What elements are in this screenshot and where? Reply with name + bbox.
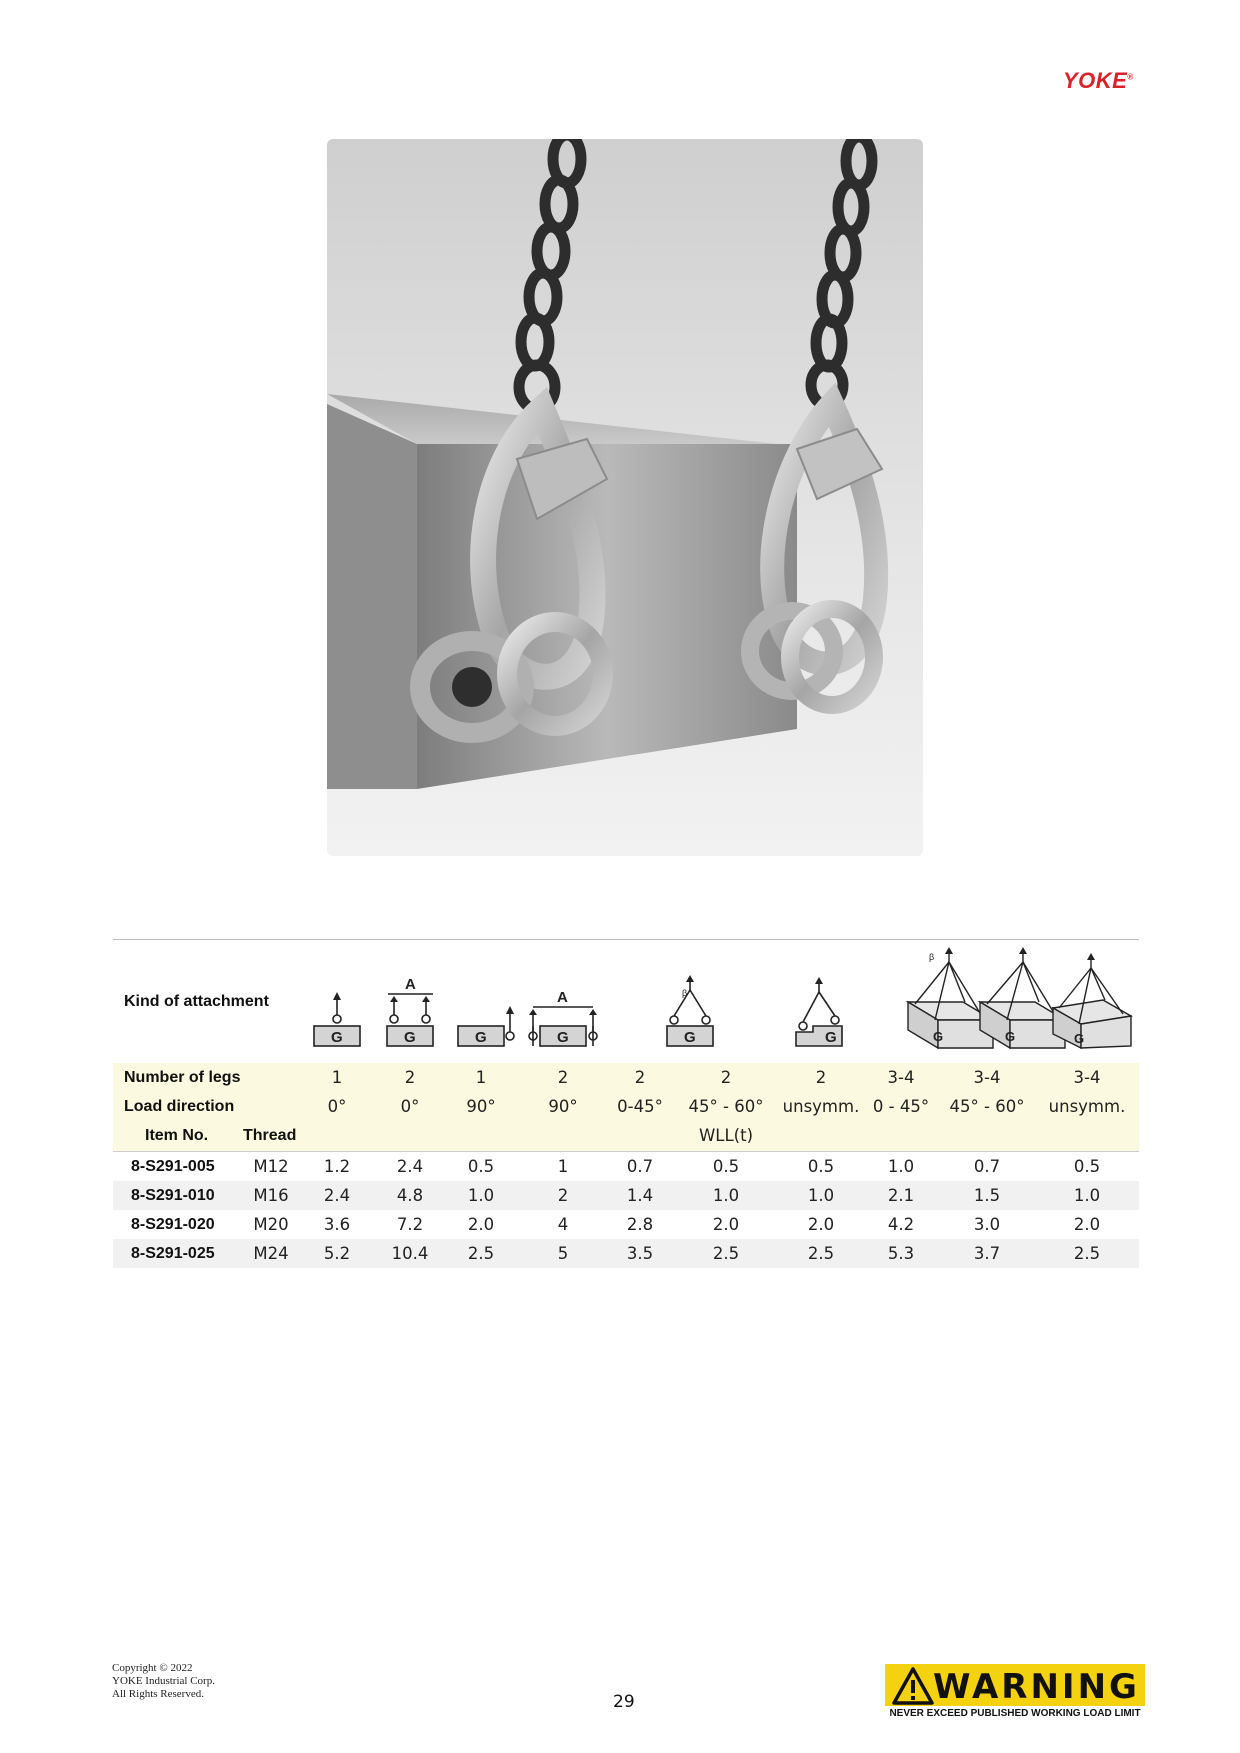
wll-cell: 1.0 [467, 1186, 495, 1205]
wll-cell: 2.5 [1073, 1244, 1101, 1263]
icon-four-legs-box-angled [980, 947, 1065, 1048]
copyright-notice [112, 1662, 215, 1701]
wll-header: WLL(t) [698, 1126, 754, 1145]
table-row [113, 1181, 1139, 1210]
wll-cell: 0.5 [712, 1157, 740, 1176]
svg-text:G: G [1074, 1031, 1085, 1046]
wll-cell: 2.8 [626, 1215, 654, 1234]
warning-banner [885, 1664, 1145, 1724]
icon-four-legs-box [908, 947, 993, 1048]
warning-triangle-icon [891, 1666, 935, 1706]
warning-subtitle: NEVER EXCEED PUBLISHED WORKING LOAD LIMIT [889, 1708, 1141, 1719]
wll-cell: 1.0 [712, 1186, 740, 1205]
number-of-legs-label: Number of legs [124, 1069, 241, 1086]
wll-cell: 1.5 [973, 1186, 1001, 1205]
svg-text:A: A [557, 989, 568, 1006]
thread-cell: M20 [253, 1215, 289, 1234]
wll-cell: 2.5 [712, 1244, 740, 1263]
wll-cell: 0.7 [626, 1157, 654, 1176]
svg-text:G: G [404, 1029, 416, 1046]
wll-cell: 0.7 [973, 1157, 1001, 1176]
wll-cell: 2.0 [712, 1215, 740, 1234]
wll-cell: 4.8 [396, 1186, 424, 1205]
legs-cell: 2 [404, 1068, 416, 1087]
icon-four-legs-unsymmetrical [1053, 953, 1131, 1048]
svg-text:G: G [825, 1029, 837, 1046]
wll-cell: 3.7 [973, 1244, 1001, 1263]
legs-cell: 2 [720, 1068, 732, 1087]
table-row [113, 1239, 1139, 1268]
item-number: 8-S291-020 [131, 1216, 215, 1233]
wll-cell: 1.0 [887, 1157, 915, 1176]
wll-cell: 4 [557, 1215, 569, 1234]
wll-cell: 5.3 [887, 1244, 915, 1263]
icon-two-legs-angled [667, 975, 713, 1046]
wll-cell: 0.5 [1073, 1157, 1101, 1176]
svg-text:G: G [1005, 1029, 1016, 1044]
wll-cell: 3.6 [323, 1215, 351, 1234]
hooks-photo-illustration [327, 139, 923, 856]
wll-cell: 2.5 [807, 1244, 835, 1263]
legs-cell: 3-4 [973, 1068, 1001, 1087]
wll-cell: 1.2 [323, 1157, 351, 1176]
yoke-logo: YOKE® [1063, 68, 1134, 93]
svg-text:A: A [405, 976, 416, 993]
wll-cell: 2 [557, 1186, 569, 1205]
wll-cell: 2.4 [323, 1186, 351, 1205]
icon-single-leg-90 [458, 1006, 514, 1046]
svg-text:G: G [933, 1029, 944, 1044]
column-header-row [113, 1121, 1139, 1151]
wll-cell: 2.4 [396, 1157, 424, 1176]
page-number: 29 [613, 1692, 635, 1712]
wll-cell: 1.4 [626, 1186, 654, 1205]
wll-cell: 2.0 [467, 1215, 495, 1234]
table-row [113, 1152, 1139, 1181]
legs-cell: 2 [634, 1068, 646, 1087]
table-row [113, 1210, 1139, 1239]
svg-text:G: G [475, 1029, 487, 1046]
icon-two-legs-unsymmetrical [796, 977, 842, 1046]
thread-cell: M12 [253, 1157, 289, 1176]
wll-cell: 2.0 [1073, 1215, 1101, 1234]
thread-header: Thread [243, 1127, 297, 1144]
wll-cell: 3.5 [626, 1244, 654, 1263]
icon-two-legs-90 [529, 989, 597, 1046]
legs-cell: 2 [815, 1068, 827, 1087]
copyright-line: All Rights Reserved. [112, 1688, 204, 1700]
icon-single-leg-0 [314, 992, 360, 1046]
wll-cell: 1 [557, 1157, 569, 1176]
wll-cell: 7.2 [396, 1215, 424, 1234]
item-no-header: Item No. [145, 1127, 209, 1144]
warning-title: WARNING [933, 1667, 1140, 1707]
wll-cell: 5.2 [323, 1244, 351, 1263]
product-photo [327, 139, 923, 856]
direction-cell: unsymm. [1048, 1097, 1126, 1116]
svg-text:G: G [684, 1029, 696, 1046]
icon-two-legs-0 [387, 976, 433, 1046]
wll-cell: 2.1 [887, 1186, 915, 1205]
wll-cell: 1.0 [807, 1186, 835, 1205]
copyright-line: YOKE Industrial Corp. [112, 1675, 215, 1687]
legs-cell: 2 [557, 1068, 569, 1087]
direction-cell: unsymm. [782, 1097, 860, 1116]
direction-cell: 0° [327, 1097, 347, 1116]
legs-cell: 1 [331, 1068, 343, 1087]
legs-cell: 3-4 [1073, 1068, 1101, 1087]
thread-cell: M24 [253, 1244, 289, 1263]
wll-cell: 2.5 [467, 1244, 495, 1263]
svg-text:β: β [682, 988, 688, 998]
item-number: 8-S291-010 [131, 1187, 215, 1204]
copyright-line: Copyright © 2022 [112, 1662, 193, 1674]
load-direction-label: Load direction [124, 1098, 235, 1115]
wll-cell: 0.5 [467, 1157, 495, 1176]
wll-cell: 10.4 [391, 1244, 429, 1263]
wll-cell: 3.0 [973, 1215, 1001, 1234]
warning-sign [885, 1664, 1145, 1706]
wll-cell: 0.5 [807, 1157, 835, 1176]
item-number: 8-S291-025 [131, 1245, 215, 1262]
item-number: 8-S291-005 [131, 1158, 215, 1175]
legs-cell: 1 [475, 1068, 487, 1087]
load-direction-row [113, 1092, 1139, 1121]
wll-cell: 5 [557, 1244, 569, 1263]
direction-cell: 45° - 60° [949, 1097, 1025, 1116]
svg-text:G: G [557, 1029, 569, 1046]
wll-cell: 4.2 [887, 1215, 915, 1234]
direction-cell: 0° [400, 1097, 420, 1116]
wll-cell: 1.0 [1073, 1186, 1101, 1205]
direction-cell: 45° - 60° [688, 1097, 764, 1116]
wll-cell: 2.0 [807, 1215, 835, 1234]
svg-text:β: β [929, 952, 935, 962]
direction-cell: 0 - 45° [872, 1097, 930, 1116]
legs-cell: 3-4 [887, 1068, 915, 1087]
direction-cell: 90° [466, 1097, 496, 1116]
direction-cell: 90° [548, 1097, 578, 1116]
attachment-icons [113, 940, 1139, 1065]
number-of-legs-row [113, 1063, 1139, 1092]
direction-cell: 0-45° [617, 1097, 663, 1116]
thread-cell: M16 [253, 1186, 289, 1205]
kind-of-attachment-label: Kind of attachment [124, 993, 269, 1010]
svg-text:G: G [331, 1029, 343, 1046]
